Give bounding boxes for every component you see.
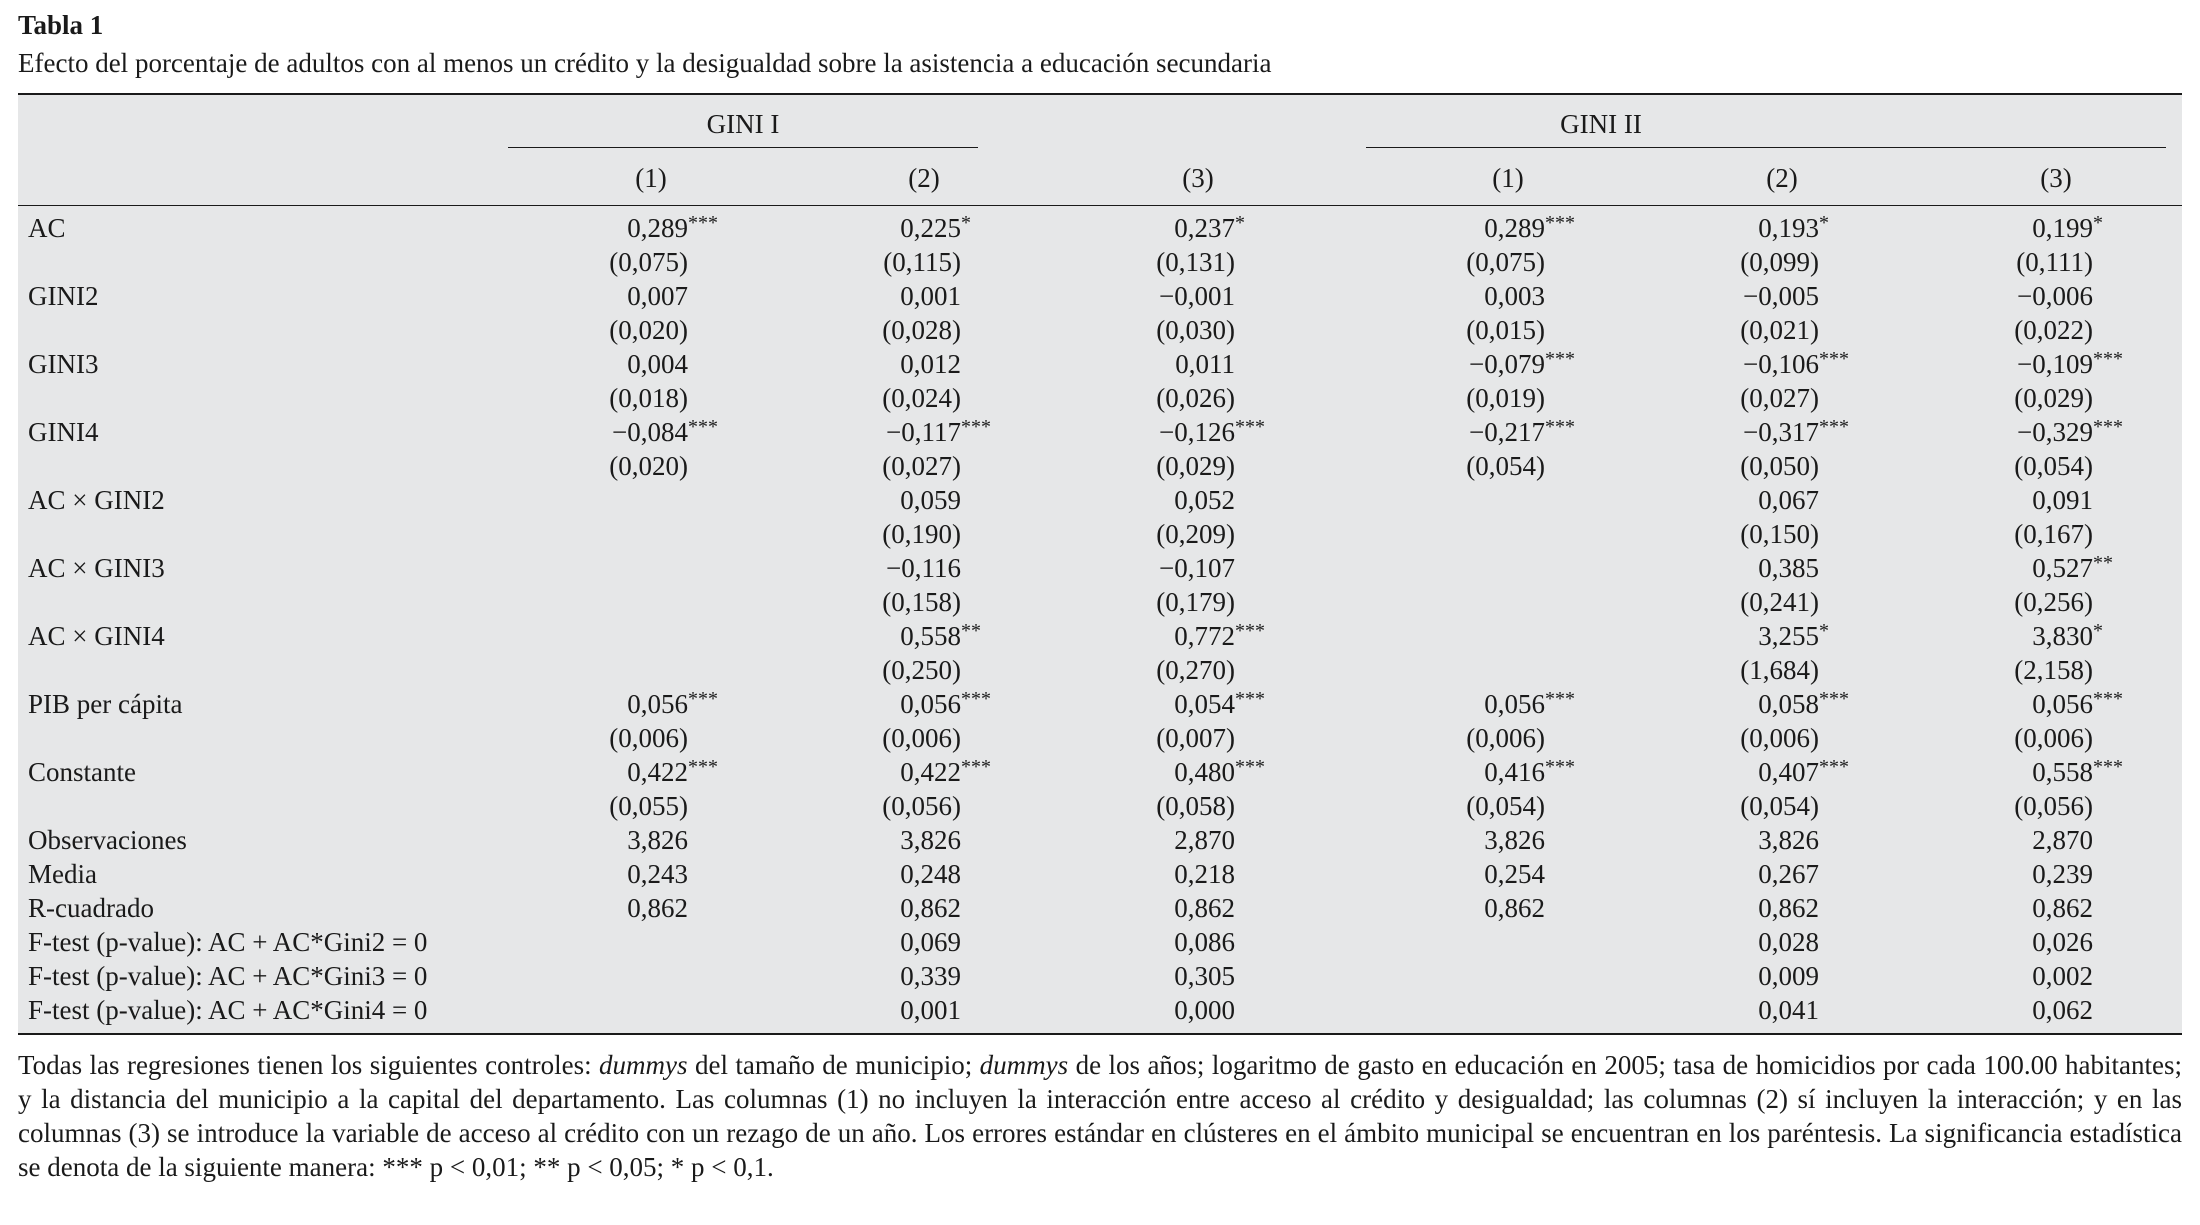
cell-value: 3,826 xyxy=(627,825,688,855)
cell-value: (0,209) xyxy=(1156,519,1235,549)
significance-stars: *** xyxy=(2093,756,2123,778)
table-row xyxy=(18,551,2182,585)
cell-value: 0,003 xyxy=(1484,281,1545,311)
table-body xyxy=(18,211,2182,1027)
cell-value: 0,012 xyxy=(900,349,961,379)
significance-stars: *** xyxy=(1545,688,1575,710)
cell-value: (0,020) xyxy=(609,315,688,345)
cell-value: −0,106 xyxy=(1743,349,1819,379)
cell-value: (0,030) xyxy=(1156,315,1235,345)
table-row xyxy=(18,687,2182,721)
cell-value: 0,199 xyxy=(2032,213,2093,243)
column-header-6: (3) xyxy=(2040,163,2072,193)
table-row xyxy=(18,415,2182,449)
cell-value: (0,099) xyxy=(1740,247,1819,277)
cell-value: 0,289 xyxy=(627,213,688,243)
significance-stars: *** xyxy=(961,416,991,438)
significance-stars: *** xyxy=(688,416,718,438)
significance-stars: * xyxy=(1819,620,1829,642)
significance-stars: *** xyxy=(1235,416,1265,438)
cell-value: 2,870 xyxy=(1174,825,1235,855)
cell-value: 0,225 xyxy=(900,213,961,243)
significance-stars: *** xyxy=(1819,756,1849,778)
significance-stars: *** xyxy=(1545,212,1575,234)
table-footnote xyxy=(18,1048,2182,1184)
significance-stars: *** xyxy=(961,756,991,778)
cell-value: (0,007) xyxy=(1156,723,1235,753)
cell-value: 0,056 xyxy=(2032,689,2093,719)
cell-value: −0,126 xyxy=(1159,417,1235,447)
cell-value: 0,009 xyxy=(1758,961,1819,991)
cell-value: (0,015) xyxy=(1466,315,1545,345)
table-row xyxy=(18,857,2182,891)
cell-value: 0,289 xyxy=(1484,213,1545,243)
column-header-1: (1) xyxy=(635,163,667,193)
cell-value: (0,054) xyxy=(1740,791,1819,821)
cell-value: 0,193 xyxy=(1758,213,1819,243)
row-label: PIB per cápita xyxy=(28,689,183,719)
cell-value: 0,026 xyxy=(2032,927,2093,957)
cell-value: (0,270) xyxy=(1156,655,1235,685)
cell-value: 3,255 xyxy=(1758,621,1819,651)
significance-stars: *** xyxy=(1545,756,1575,778)
cell-value: 0,007 xyxy=(627,281,688,311)
significance-stars: *** xyxy=(688,688,718,710)
cell-value: 0,011 xyxy=(1175,349,1235,379)
header-rule xyxy=(18,205,2182,206)
cell-value: (0,024) xyxy=(882,383,961,413)
significance-stars: * xyxy=(961,212,971,234)
group-header-gini-1: GINI I xyxy=(706,109,780,139)
table-row xyxy=(18,517,2182,551)
table-row xyxy=(18,993,2182,1027)
table-row xyxy=(18,619,2182,653)
cell-value: 0,059 xyxy=(900,485,961,515)
table-row xyxy=(18,959,2182,993)
cell-value: 0,862 xyxy=(2032,893,2093,923)
cell-value: 0,527 xyxy=(2032,553,2093,583)
cell-value: (0,027) xyxy=(882,451,961,481)
significance-stars: *** xyxy=(961,688,991,710)
cell-value: 0,056 xyxy=(900,689,961,719)
row-label: Media xyxy=(28,859,97,889)
cell-value: (0,054) xyxy=(2014,451,2093,481)
cell-value: 0,001 xyxy=(900,281,961,311)
table-row xyxy=(18,891,2182,925)
row-label: AC × GINI4 xyxy=(28,621,165,651)
row-label: AC × GINI3 xyxy=(28,553,165,583)
cell-value: 0,056 xyxy=(1484,689,1545,719)
significance-stars: *** xyxy=(688,212,718,234)
column-header-3: (3) xyxy=(1182,163,1214,193)
cell-value: 0,001 xyxy=(900,995,961,1025)
cell-value: (0,190) xyxy=(882,519,961,549)
cell-value: (0,050) xyxy=(1740,451,1819,481)
cell-value: 0,000 xyxy=(1174,995,1235,1025)
cell-value: 0,239 xyxy=(2032,859,2093,889)
cell-value: (0,179) xyxy=(1156,587,1235,617)
cell-value: (2,158) xyxy=(2014,655,2093,685)
column-header-5: (2) xyxy=(1766,163,1798,193)
cell-value: 0,056 xyxy=(627,689,688,719)
cell-value: 0,862 xyxy=(900,893,961,923)
cell-value: (0,241) xyxy=(1740,587,1819,617)
group-rule-gini-1 xyxy=(508,147,978,148)
cell-value: (0,022) xyxy=(2014,315,2093,345)
table-row xyxy=(18,653,2182,687)
significance-stars: *** xyxy=(1819,688,1849,710)
cell-value: 0,480 xyxy=(1174,757,1235,787)
group-rule-gini-2 xyxy=(1366,147,2166,148)
significance-stars: *** xyxy=(1819,416,1849,438)
cell-value: 0,407 xyxy=(1758,757,1819,787)
cell-value: (0,056) xyxy=(882,791,961,821)
cell-value: (0,020) xyxy=(609,451,688,481)
cell-value: −0,084 xyxy=(612,417,688,447)
cell-value: 0,305 xyxy=(1174,961,1235,991)
cell-value: (0,006) xyxy=(882,723,961,753)
cell-value: 0,091 xyxy=(2032,485,2093,515)
cell-value: 0,862 xyxy=(1174,893,1235,923)
significance-stars: *** xyxy=(1235,688,1265,710)
cell-value: 3,826 xyxy=(1484,825,1545,855)
cell-value: 0,385 xyxy=(1758,553,1819,583)
cell-value: 0,086 xyxy=(1174,927,1235,957)
table-caption: Efecto del porcentaje de adultos con al menos un crédito y la desigualdad sobre la asistencia a educación secundaria xyxy=(18,48,1272,78)
significance-stars: * xyxy=(2093,212,2103,234)
cell-value: (0,158) xyxy=(882,587,961,617)
table-row xyxy=(18,925,2182,959)
cell-value: (0,028) xyxy=(882,315,961,345)
cell-value: 3,830 xyxy=(2032,621,2093,651)
cell-value: −0,117 xyxy=(886,417,961,447)
table-title: Tabla 1 xyxy=(18,10,104,40)
significance-stars: *** xyxy=(2093,688,2123,710)
row-label: Constante xyxy=(28,757,136,787)
cell-value: (0,115) xyxy=(883,247,961,277)
cell-value: 3,826 xyxy=(900,825,961,855)
cell-value: 0,218 xyxy=(1174,859,1235,889)
table-row xyxy=(18,823,2182,857)
table-row xyxy=(18,483,2182,517)
row-label: GINI2 xyxy=(28,281,99,311)
cell-value: 0,862 xyxy=(627,893,688,923)
significance-stars: *** xyxy=(2093,348,2123,370)
table-row xyxy=(18,211,2182,245)
cell-value: (0,006) xyxy=(609,723,688,753)
table-row xyxy=(18,313,2182,347)
table-row xyxy=(18,449,2182,483)
significance-stars: *** xyxy=(688,756,718,778)
table-row xyxy=(18,721,2182,755)
significance-stars: *** xyxy=(1235,756,1265,778)
significance-stars: *** xyxy=(1545,348,1575,370)
cell-value: −0,005 xyxy=(1743,281,1819,311)
row-label: F-test (p-value): AC + AC*Gini2 = 0 xyxy=(28,927,428,957)
cell-value: (0,054) xyxy=(1466,791,1545,821)
cell-value: 0,339 xyxy=(900,961,961,991)
significance-stars: *** xyxy=(1545,416,1575,438)
cell-value: (0,026) xyxy=(1156,383,1235,413)
cell-value: −0,107 xyxy=(1159,553,1235,583)
cell-value: (0,027) xyxy=(1740,383,1819,413)
significance-stars: ** xyxy=(961,620,981,642)
column-header-4: (1) xyxy=(1492,163,1524,193)
table-row xyxy=(18,279,2182,313)
cell-value: 0,422 xyxy=(627,757,688,787)
significance-stars: *** xyxy=(2093,416,2123,438)
cell-value: (0,029) xyxy=(2014,383,2093,413)
footnote-italic-1: dummys xyxy=(599,1050,688,1080)
cell-value: (0,058) xyxy=(1156,791,1235,821)
cell-value: 0,248 xyxy=(900,859,961,889)
row-label: AC × GINI2 xyxy=(28,485,165,515)
cell-value: (0,021) xyxy=(1740,315,1819,345)
cell-value: (0,167) xyxy=(2014,519,2093,549)
row-label: Observaciones xyxy=(28,825,187,855)
cell-value: (0,029) xyxy=(1156,451,1235,481)
cell-value: −0,329 xyxy=(2017,417,2093,447)
cell-value: 0,062 xyxy=(2032,995,2093,1025)
significance-stars: *** xyxy=(1819,348,1849,370)
cell-value: 0,028 xyxy=(1758,927,1819,957)
cell-value: (0,006) xyxy=(1740,723,1819,753)
cell-value: 0,267 xyxy=(1758,859,1819,889)
cell-value: 0,243 xyxy=(627,859,688,889)
cell-value: 2,870 xyxy=(2032,825,2093,855)
cell-value: (0,150) xyxy=(1740,519,1819,549)
row-label: GINI3 xyxy=(28,349,99,379)
cell-value: 0,004 xyxy=(627,349,688,379)
table-row xyxy=(18,381,2182,415)
cell-value: (0,056) xyxy=(2014,791,2093,821)
significance-stars: *** xyxy=(1235,620,1265,642)
cell-value: 0,862 xyxy=(1758,893,1819,923)
cell-value: (0,055) xyxy=(609,791,688,821)
cell-value: 0,237 xyxy=(1174,213,1235,243)
cell-value: (0,019) xyxy=(1466,383,1545,413)
footnote-text-3: de los años; logaritmo de gasto en educación en 2005; tasa de homicidios por cada 100.00 habitantes; y la distancia del municipio a la capital del departamento. Las columnas (1) no incluyen la interacción entre acceso al crédito y desigualdad; las columnas (2) sí incluyen la interacción; y en las columnas (3) se introduce la variable de acceso al crédito con un rezago de un año. Los errores estándar en clústeres en el ámbito municipal se encuentran en los paréntesis. La significancia estadística se denota de la siguiente manera: *** p < 0,01; ** p < 0,05; * p < 0,1. xyxy=(18,1050,2182,1182)
row-label: GINI4 xyxy=(28,417,99,447)
row-label: F-test (p-value): AC + AC*Gini4 = 0 xyxy=(28,995,428,1025)
significance-stars: * xyxy=(1235,212,1245,234)
table-row xyxy=(18,585,2182,619)
table-row xyxy=(18,245,2182,279)
cell-value: 0,067 xyxy=(1758,485,1819,515)
row-label: F-test (p-value): AC + AC*Gini3 = 0 xyxy=(28,961,428,991)
table-row xyxy=(18,789,2182,823)
cell-value: (0,054) xyxy=(1466,451,1545,481)
cell-value: 3,826 xyxy=(1758,825,1819,855)
cell-value: (0,250) xyxy=(882,655,961,685)
cell-value: (0,075) xyxy=(609,247,688,277)
significance-stars: * xyxy=(1819,212,1829,234)
cell-value: −0,116 xyxy=(886,553,961,583)
significance-stars: ** xyxy=(2093,552,2113,574)
cell-value: −0,006 xyxy=(2017,281,2093,311)
cell-value: 0,558 xyxy=(2032,757,2093,787)
footnote-text-2: del tamaño de municipio; xyxy=(687,1050,980,1080)
cell-value: 0,041 xyxy=(1758,995,1819,1025)
cell-value: (0,131) xyxy=(1156,247,1235,277)
cell-value: 0,422 xyxy=(900,757,961,787)
cell-value: 0,254 xyxy=(1484,859,1545,889)
cell-value: 0,054 xyxy=(1174,689,1235,719)
cell-value: 0,058 xyxy=(1758,689,1819,719)
cell-value: (0,006) xyxy=(1466,723,1545,753)
cell-value: (0,256) xyxy=(2014,587,2093,617)
cell-value: (0,018) xyxy=(609,383,688,413)
cell-value: −0,217 xyxy=(1469,417,1545,447)
cell-value: (1,684) xyxy=(1740,655,1819,685)
cell-value: 0,052 xyxy=(1174,485,1235,515)
cell-value: −0,109 xyxy=(2017,349,2093,379)
results-table xyxy=(18,93,2182,1035)
footnote-italic-2: dummys xyxy=(979,1050,1069,1080)
column-header-2: (2) xyxy=(908,163,940,193)
row-label: AC xyxy=(28,213,66,243)
cell-value: 0,558 xyxy=(900,621,961,651)
cell-value: −0,317 xyxy=(1743,417,1819,447)
cell-value: 0,069 xyxy=(900,927,961,957)
significance-stars: * xyxy=(2093,620,2103,642)
table-row xyxy=(18,347,2182,381)
cell-value: −0,001 xyxy=(1159,281,1235,311)
cell-value: 0,772 xyxy=(1174,621,1235,651)
cell-value: 0,416 xyxy=(1484,757,1545,787)
cell-value: 0,862 xyxy=(1484,893,1545,923)
footnote-text-1: Todas las regresiones tienen los siguientes controles: xyxy=(18,1050,600,1080)
cell-value: 0,002 xyxy=(2032,961,2093,991)
row-label: R-cuadrado xyxy=(28,893,154,923)
cell-value: −0,079 xyxy=(1469,349,1545,379)
group-header-gini-2: GINI II xyxy=(1560,109,1642,139)
cell-value: (0,075) xyxy=(1466,247,1545,277)
cell-value: (0,006) xyxy=(2014,723,2093,753)
cell-value: (0,111) xyxy=(2016,247,2093,277)
table-row xyxy=(18,755,2182,789)
